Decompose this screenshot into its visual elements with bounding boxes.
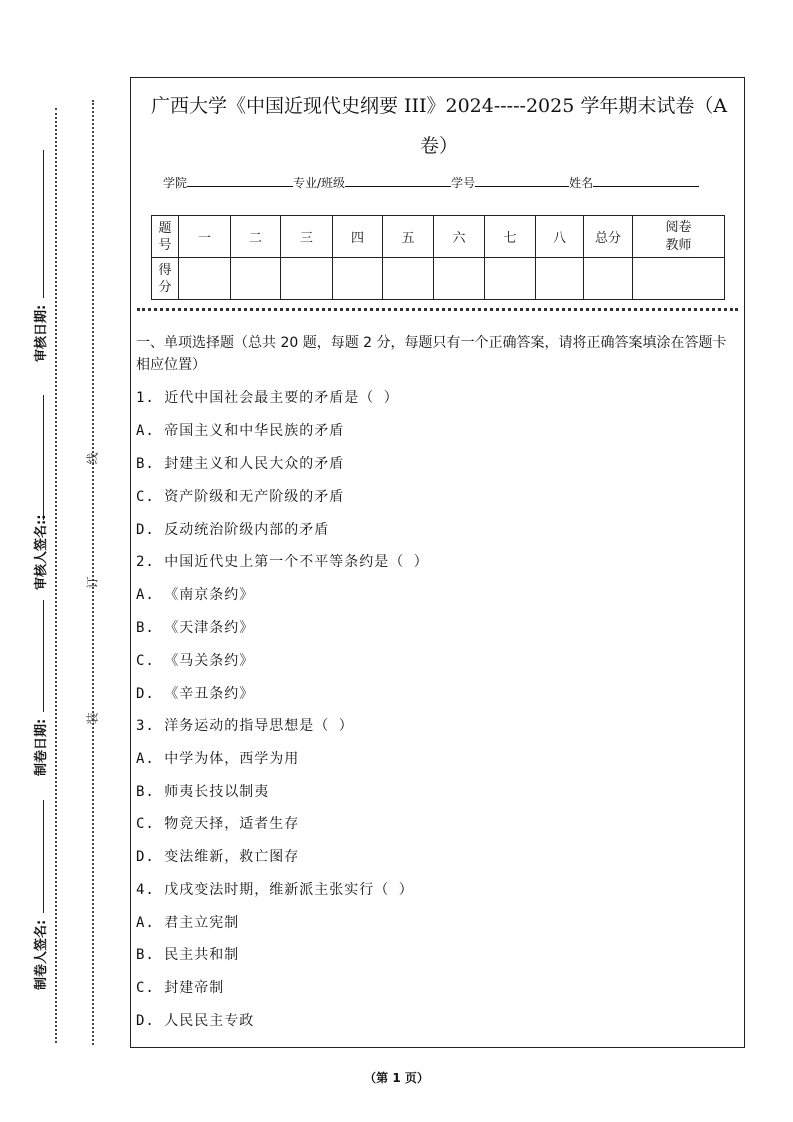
question-option: B. 师夷长技以制夷 <box>136 784 270 800</box>
question-option: C. 《马关条约》 <box>136 653 255 669</box>
score-table-score-row <box>152 258 725 300</box>
approver-sign-label: 审核人签名:: <box>34 514 49 590</box>
question-stem: 3. 洋务运动的指导思想是（ ） <box>136 718 354 734</box>
col-5: 五 <box>383 216 434 258</box>
score-cell-grader[interactable] <box>633 258 725 300</box>
approve-date-label: 审核日期: <box>34 304 49 362</box>
col-7: 七 <box>485 216 536 258</box>
name-label: 姓名 <box>569 176 594 190</box>
exam-title <box>134 86 744 166</box>
question-option: D. 变法维新，救亡图存 <box>136 849 300 865</box>
col-total: 总分 <box>584 216 633 258</box>
name-field[interactable] <box>593 174 699 187</box>
question-stem: 1. 近代中国社会最主要的矛盾是（ ） <box>136 390 399 406</box>
question-option: A. 君主立宪制 <box>136 915 240 931</box>
question-stem: 2. 中国近代史上第一个不平等条约是（ ） <box>136 554 429 570</box>
major-field[interactable] <box>345 174 451 187</box>
make-date-label: 制卷日期: <box>34 718 49 776</box>
score-cell-6[interactable] <box>434 258 485 300</box>
score-cell-8[interactable] <box>536 258 584 300</box>
question-option: C. 封建帝制 <box>136 980 225 996</box>
question-option: D. 反动统治阶级内部的矛盾 <box>136 522 330 538</box>
question-option: D. 《辛丑条约》 <box>136 686 255 702</box>
col-grader: 阅卷教师 <box>633 216 725 258</box>
school-label: 学院 <box>163 176 188 190</box>
exam-title-line2: 卷） <box>419 135 458 157</box>
maker-sign-label: 制卷人签名: <box>34 919 49 990</box>
question-option: A. 《南京条约》 <box>136 587 255 603</box>
student-info-row <box>163 174 699 191</box>
score-table <box>151 215 725 300</box>
make-date-line <box>43 600 44 712</box>
col-2: 二 <box>231 216 281 258</box>
approve-date-line <box>43 150 44 298</box>
section-heading: 一、单项选择题（总共 20 题，每题 2 分，每题只有一个正确答案，请将正确答案填涂在答题卡相应位置） <box>136 335 727 373</box>
col-4: 四 <box>333 216 383 258</box>
question-option: A. 中学为体，西学为用 <box>136 751 300 767</box>
cut-mark-bind: 订 <box>85 576 100 589</box>
col-3: 三 <box>281 216 333 258</box>
question-option: A. 帝国主义和中华民族的矛盾 <box>136 423 345 439</box>
question-option: C. 物竞天择，适者生存 <box>136 816 300 832</box>
question-option: D. 人民民主专政 <box>136 1013 255 1029</box>
col-6: 六 <box>434 216 485 258</box>
score-cell-3[interactable] <box>281 258 333 300</box>
col-8: 八 <box>536 216 584 258</box>
question-stem: 4. 戊戌变法时期，维新派主张实行（ ） <box>136 882 414 898</box>
maker-sign-line <box>43 800 44 913</box>
row-label-score: 得分 <box>152 258 179 300</box>
binding-dotted-line-outer <box>55 108 57 1043</box>
score-table-header-row <box>152 216 725 258</box>
score-cell-7[interactable] <box>485 258 536 300</box>
score-cell-4[interactable] <box>333 258 383 300</box>
question-option: C. 资产阶级和无产阶级的矛盾 <box>136 489 345 505</box>
col-1: 一 <box>179 216 231 258</box>
score-cell-total[interactable] <box>584 258 633 300</box>
id-label: 学号 <box>451 176 476 190</box>
score-cell-5[interactable] <box>383 258 434 300</box>
exam-title-line1: 广西大学《中国近现代史纲要 III》2024-----2025 学年期末试卷（A <box>150 95 728 117</box>
binding-dotted-line-inner <box>92 100 94 1045</box>
dotted-separator <box>137 308 738 311</box>
question-option: B. 《天津条约》 <box>136 620 255 636</box>
major-label: 专业/班级 <box>293 176 346 190</box>
cut-mark-line: 线 <box>85 452 100 465</box>
score-cell-2[interactable] <box>231 258 281 300</box>
id-field[interactable] <box>475 174 569 187</box>
row-label-number: 题号 <box>152 216 179 258</box>
page-number: （第 1 页） <box>364 1071 429 1085</box>
cut-mark-fold: 装 <box>85 712 100 725</box>
score-cell-1[interactable] <box>179 258 231 300</box>
question-option: B. 民主共和制 <box>136 947 240 963</box>
school-field[interactable] <box>187 174 293 187</box>
approver-sign-line <box>43 395 44 520</box>
question-option: B. 封建主义和人民大众的矛盾 <box>136 456 345 472</box>
